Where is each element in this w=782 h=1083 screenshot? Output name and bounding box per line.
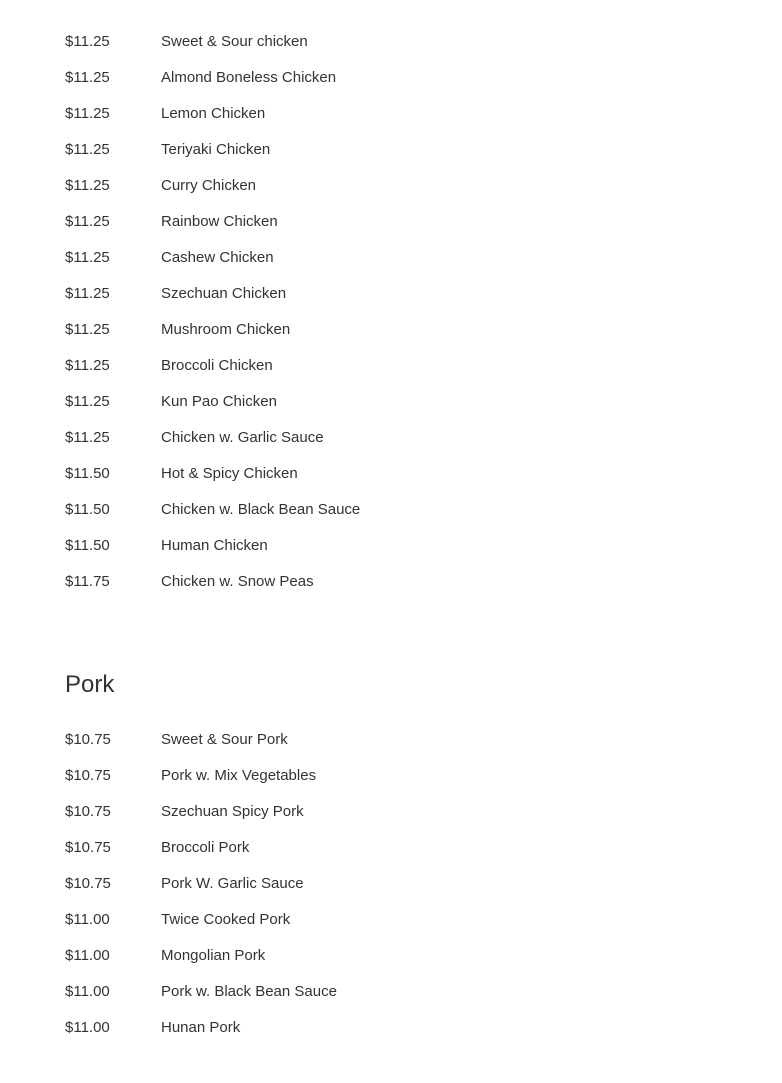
menu-item	[65, 203, 745, 239]
menu-item	[65, 865, 745, 901]
item-name: Mongolian Pork	[161, 946, 266, 964]
item-price: $11.25	[65, 320, 110, 338]
menu-item	[65, 419, 745, 455]
item-name: Chicken w. Black Bean Sauce	[161, 500, 361, 518]
item-price: $11.25	[65, 68, 110, 86]
item-name: Szechuan Chicken	[161, 284, 287, 302]
item-price: $11.25	[65, 356, 110, 374]
chicken-menu-list	[65, 23, 745, 599]
menu-item	[65, 59, 745, 95]
menu-item	[65, 527, 745, 563]
menu-item	[65, 793, 745, 829]
item-price: $11.25	[65, 140, 110, 158]
menu-item	[65, 347, 745, 383]
item-price: $11.75	[65, 572, 110, 590]
menu-item	[65, 491, 745, 527]
item-name: Human Chicken	[161, 536, 268, 554]
item-name: Hunan Pork	[161, 1018, 241, 1036]
menu-item	[65, 131, 745, 167]
menu-item	[65, 757, 745, 793]
item-name: Pork W. Garlic Sauce	[161, 874, 304, 892]
item-price: $11.25	[65, 104, 110, 122]
item-price: $11.00	[65, 1018, 110, 1036]
menu-item	[65, 95, 745, 131]
item-price: $10.75	[65, 730, 111, 748]
menu-item	[65, 1009, 745, 1045]
chicken-section	[65, 23, 745, 599]
item-price: $10.75	[65, 802, 111, 820]
item-name: Szechuan Spicy Pork	[161, 802, 304, 820]
item-price: $11.00	[65, 982, 110, 1000]
menu-item	[65, 937, 745, 973]
menu-item	[65, 275, 745, 311]
item-name: Rainbow Chicken	[161, 212, 278, 230]
item-price: $11.25	[65, 212, 110, 230]
item-name: Cashew Chicken	[161, 248, 274, 266]
item-name: Twice Cooked Pork	[161, 910, 291, 928]
item-price: $10.75	[65, 838, 111, 856]
item-price: $11.50	[65, 464, 110, 482]
item-price: $11.25	[65, 32, 110, 50]
item-name: Broccoli Chicken	[161, 356, 273, 374]
item-price: $10.75	[65, 874, 111, 892]
menu-item	[65, 829, 745, 865]
item-price: $11.25	[65, 248, 110, 266]
item-name: Hot & Spicy Chicken	[161, 464, 298, 482]
item-name: Lemon Chicken	[161, 104, 266, 122]
item-name: Pork w. Mix Vegetables	[161, 766, 317, 784]
menu-item	[65, 383, 745, 419]
item-price: $11.25	[65, 284, 110, 302]
item-price: $11.25	[65, 176, 110, 194]
item-name: Teriyaki Chicken	[161, 140, 271, 158]
item-price: $10.75	[65, 766, 111, 784]
pork-menu-list	[65, 721, 745, 1045]
item-name: Chicken w. Snow Peas	[161, 572, 314, 590]
item-name: Pork w. Black Bean Sauce	[161, 982, 337, 1000]
item-price: $11.25	[65, 392, 110, 410]
item-price: $11.50	[65, 500, 110, 518]
item-price: $11.50	[65, 536, 110, 554]
item-name: Curry Chicken	[161, 176, 257, 194]
menu-item	[65, 721, 745, 757]
menu-item	[65, 311, 745, 347]
menu-item	[65, 973, 745, 1009]
item-name: Sweet & Sour Pork	[161, 730, 288, 748]
item-price: $11.00	[65, 946, 110, 964]
item-price: $11.00	[65, 910, 110, 928]
pork-section	[65, 667, 745, 1045]
item-name: Broccoli Pork	[161, 838, 250, 856]
pork-section-title: Pork	[65, 671, 115, 698]
item-price: $11.25	[65, 428, 110, 446]
menu-item	[65, 23, 745, 59]
menu-item	[65, 239, 745, 275]
menu-item	[65, 563, 745, 599]
item-name: Sweet & Sour chicken	[161, 32, 308, 50]
item-name: Chicken w. Garlic Sauce	[161, 428, 324, 446]
item-name: Kun Pao Chicken	[161, 392, 277, 410]
menu-item	[65, 455, 745, 491]
item-name: Almond Boneless Chicken	[161, 68, 337, 86]
menu-item	[65, 167, 745, 203]
item-name: Mushroom Chicken	[161, 320, 291, 338]
menu-item	[65, 901, 745, 937]
